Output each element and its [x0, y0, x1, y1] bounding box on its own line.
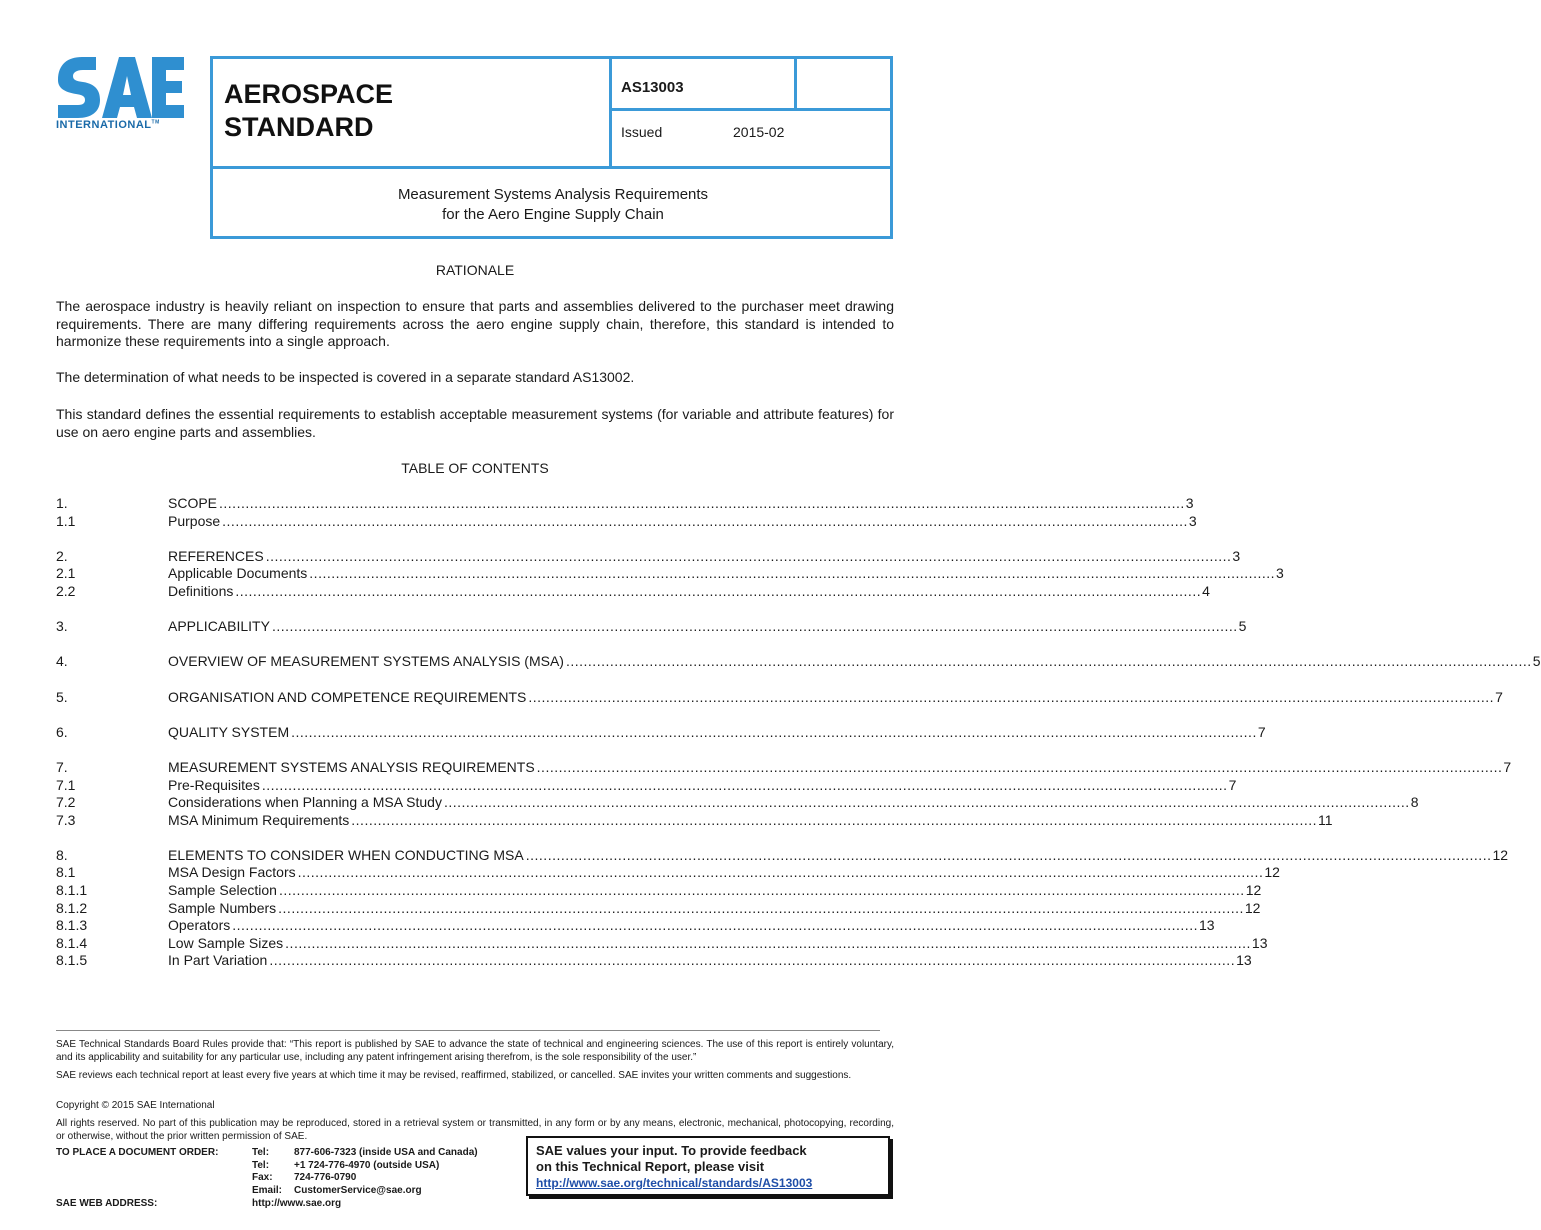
document-type-title: AEROSPACE STANDARD	[224, 79, 394, 142]
toc-entry[interactable]	[56, 495, 1194, 513]
toc-section-title: OVERVIEW OF MEASUREMENT SYSTEMS ANALYSIS (MSA)	[168, 653, 564, 670]
toc-entry[interactable]	[56, 618, 1247, 636]
document-title: Measurement Systems Analysis Requirements for the Aero Engine Supply Chain	[397, 186, 709, 223]
toc-section-title: In Part Variation	[168, 952, 268, 969]
toc-entry[interactable]	[56, 917, 1215, 935]
toc-spacer	[56, 530, 894, 548]
toc-page-number: 7	[1503, 758, 1512, 775]
toc-leader-dots: ............................................................................................................................................................................................................................	[265, 547, 1232, 564]
toc-section-number: 8.1.3	[56, 917, 88, 934]
board-rules-text: SAE Technical Standards Board Rules provide that: “This report is published by SAE to advance the state of technical and engineering sciences. The use of this report is entirely voluntary, and its applicability and suitability for any particular use, including any patent infringement arising therefrom, is the sole responsibility of the user.”	[56, 1039, 894, 1063]
toc-page-number: 3	[1188, 512, 1197, 529]
toc-leader-dots: ............................................................................................................................................................................................................................	[291, 723, 1257, 740]
contact-row	[252, 1147, 478, 1160]
toc-spacer	[56, 636, 894, 654]
toc-entry[interactable]	[56, 811, 1333, 830]
toc-entry[interactable]	[56, 846, 1509, 865]
toc-page-number: 7	[1495, 688, 1503, 705]
toc-section-number: 7.2	[56, 794, 76, 811]
toc-page-number: 8	[1410, 794, 1419, 811]
toc-page-number: 3	[1185, 495, 1194, 511]
toc-leader-dots: ............................................................................................................................................................................................................................	[297, 864, 1264, 881]
toc-page-number: 12	[1245, 882, 1262, 899]
contact-row	[252, 1160, 478, 1173]
rationale-heading: RATIONALE	[435, 262, 515, 278]
toc-page-number: 12	[1244, 899, 1261, 916]
toc-section-number: 1.1	[56, 512, 76, 529]
toc-section-title: MEASUREMENT SYSTEMS ANALYSIS REQUIREMENTS	[168, 758, 535, 775]
toc-leader-dots: ............................................................................................................................................................................................................................	[443, 794, 1410, 811]
rationale-paragraph-3: This standard defines the essential requirements to establish acceptable measurement systems (for variable and attribute features) for use on aero engine parts and assemblies.	[56, 406, 894, 440]
toc-section-title: Low Sample Sizes	[168, 934, 284, 951]
toc-section-number: 8.1.5	[56, 952, 88, 969]
toc-section-number: 2.	[56, 547, 68, 564]
toc-leader-dots: ............................................................................................................................................................................................................................	[565, 653, 1532, 670]
toc-section-number: 1.	[56, 495, 68, 511]
contact-label: Tel:	[252, 1159, 270, 1171]
toc-page-number: 7	[1257, 723, 1266, 740]
toc-entry[interactable]	[56, 934, 1268, 953]
toc-section-number: 4.	[56, 653, 68, 670]
order-label: TO PLACE A DOCUMENT ORDER:	[56, 1147, 219, 1158]
toc-section-number: 3.	[56, 618, 68, 635]
toc-page-number: 13	[1236, 952, 1252, 969]
toc-spacer	[56, 601, 894, 619]
toc-entry[interactable]	[56, 582, 1210, 601]
toc-section-number: 6.	[56, 723, 68, 740]
toc-page-number: 3	[1276, 565, 1284, 582]
feedback-line-2: on this Technical Report, please visit	[536, 1159, 765, 1174]
contact-value[interactable]: CustomerService@sae.org	[294, 1184, 422, 1196]
toc-leader-dots: ............................................................................................................................................................................................................................	[536, 758, 1503, 775]
contact-row	[252, 1185, 478, 1198]
toc-leader-dots: ............................................................................................................................................................................................................................	[232, 917, 1198, 934]
toc-section-title: Applicable Documents	[168, 565, 308, 582]
toc-page-number: 12	[1264, 864, 1280, 881]
contact-value: 724-776-0790	[294, 1172, 357, 1183]
review-text: SAE reviews each technical report at least every five years at which time it may be revised, reaffirmed, stabilized, or cancelled. SAE invites your written comments and suggestions.	[56, 1070, 852, 1081]
toc-page-number: 13	[1251, 934, 1268, 951]
toc-section-number: 8.	[56, 846, 68, 863]
contact-label: Fax:	[252, 1172, 273, 1183]
toc-page-number: 7	[1228, 776, 1237, 793]
toc-section-title: MSA Design Factors	[168, 864, 296, 881]
contact-label: Tel:	[252, 1147, 270, 1158]
header-divider-vertical-small	[794, 56, 797, 110]
toc-spacer	[56, 829, 894, 847]
toc-section-number: 2.2	[56, 582, 76, 599]
toc-section-title: Sample Numbers	[168, 899, 277, 916]
toc-entry[interactable]	[56, 794, 1419, 812]
toc-leader-dots: ............................................................................................................................................................................................................................	[351, 811, 1318, 828]
feedback-link[interactable]: http://www.sae.org/technical/standards/AS13003	[536, 1176, 813, 1190]
toc-entry[interactable]	[56, 952, 1252, 970]
toc-entry[interactable]	[56, 723, 1266, 742]
logo-subtext: INTERNATIONAL™	[56, 119, 160, 131]
toc-section-title: QUALITY SYSTEM	[168, 723, 290, 740]
toc-spacer	[56, 741, 894, 759]
toc-entry[interactable]	[56, 688, 1503, 707]
rationale-paragraph-1: The aerospace industry is heavily reliant on inspection to ensure that parts and assemblies delivered to the purchaser meet drawing requirements. There are many differing requirements across the aero engine supply chain, therefore, this standard is intended to harmonize these requirements into a single approach.	[56, 298, 894, 349]
toc-page-number: 3	[1232, 547, 1241, 564]
toc-section-title: Definitions	[168, 582, 234, 599]
toc-spacer	[56, 671, 894, 689]
toc-heading: TABLE OF CONTENTS	[401, 460, 549, 476]
toc-section-title: MSA Minimum Requirements	[168, 811, 350, 828]
toc-section-number: 8.1.4	[56, 934, 88, 951]
header-divider-main	[210, 166, 893, 169]
toc-leader-dots: ............................................................................................................................................................................................................................	[528, 688, 1495, 705]
toc-section-title: REFERENCES	[168, 547, 264, 564]
toc-leader-dots: ............................................................................................................................................................................................................................	[222, 512, 1188, 529]
toc-leader-dots: ............................................................................................................................................................................................................................	[261, 776, 1228, 793]
toc-page-number: 11	[1318, 811, 1333, 828]
footer-rule	[56, 1030, 880, 1031]
toc-leader-dots: ............................................................................................................................................................................................................................	[309, 565, 1276, 582]
toc-section-title: ORGANISATION AND COMPETENCE REQUIREMENTS	[168, 688, 527, 705]
toc-section-number: 7.3	[56, 811, 76, 828]
toc-entry[interactable]	[56, 758, 1512, 777]
toc-page-number: 5	[1532, 653, 1541, 670]
toc-page-number: 4	[1202, 582, 1210, 599]
toc-leader-dots: ............................................................................................................................................................................................................................	[278, 899, 1244, 916]
web-address-label: SAE WEB ADDRESS:	[56, 1198, 158, 1209]
table-of-contents	[56, 495, 1541, 970]
web-address-link[interactable]: http://www.sae.org	[252, 1198, 342, 1209]
toc-entry[interactable]	[56, 653, 1541, 671]
toc-leader-dots: ............................................................................................................................................................................................................................	[235, 582, 1202, 599]
toc-leader-dots: ............................................................................................................................................................................................................................	[285, 934, 1251, 951]
toc-section-title: Sample Selection	[168, 882, 277, 899]
toc-section-title: SCOPE	[168, 495, 218, 511]
copyright: Copyright © 2015 SAE International	[56, 1100, 215, 1111]
toc-section-number: 8.1.1	[56, 882, 88, 899]
feedback-line-1: SAE values your input. To provide feedback	[536, 1143, 807, 1158]
toc-leader-dots: ............................................................................................................................................................................................................................	[219, 495, 1185, 511]
toc-section-number: 8.1	[56, 864, 76, 881]
toc-entry[interactable]	[56, 547, 1241, 566]
toc-section-title: Purpose	[168, 512, 221, 529]
toc-page-number: 5	[1238, 618, 1247, 635]
toc-section-title: APPLICABILITY	[168, 618, 270, 635]
toc-entry[interactable]	[56, 776, 1237, 795]
order-contacts	[252, 1147, 478, 1197]
toc-section-title: ELEMENTS TO CONSIDER WHEN CONDUCTING MSA	[168, 846, 524, 863]
toc-leader-dots: ............................................................................................................................................................................................................................	[269, 952, 1236, 969]
toc-section-number: 7.1	[56, 776, 76, 793]
document-number: AS13003	[621, 79, 684, 96]
toc-section-number: 8.1.2	[56, 899, 88, 916]
toc-section-number: 7.	[56, 758, 68, 775]
issued-label: Issued	[621, 124, 663, 140]
toc-leader-dots: ............................................................................................................................................................................................................................	[278, 882, 1245, 899]
toc-entry[interactable]	[56, 899, 1261, 918]
rights-text: All rights reserved. No part of this publication may be reproduced, stored in a retrieval system or transmitted, in any form or by any means, electronic, mechanical, photocopying, recording, or otherwise, without the prior written permission of SAE.	[56, 1118, 894, 1142]
toc-entry[interactable]	[56, 882, 1262, 900]
toc-section-title: Considerations when Planning a MSA Study	[168, 794, 442, 811]
toc-leader-dots: ............................................................................................................................................................................................................................	[525, 846, 1492, 863]
contact-value: 877-606-7323 (inside USA and Canada)	[294, 1147, 478, 1158]
toc-entry[interactable]	[56, 864, 1280, 882]
issued-date: 2015-02	[733, 124, 785, 140]
contact-row	[252, 1172, 478, 1185]
rationale-paragraph-2: The determination of what needs to be inspected is covered in a separate standard AS13002.	[56, 369, 635, 385]
toc-leader-dots: ............................................................................................................................................................................................................................	[271, 618, 1238, 635]
contact-value: +1 724-776-4970 (outside USA)	[294, 1159, 440, 1171]
header-divider-vertical	[609, 56, 612, 168]
toc-page-number: 12	[1492, 846, 1509, 863]
toc-section-number: 5.	[56, 688, 68, 705]
toc-section-title: Pre-Requisites	[168, 776, 260, 793]
feedback-box	[526, 1136, 890, 1196]
toc-section-title: Operators	[168, 917, 231, 934]
contact-label: Email:	[252, 1184, 283, 1196]
header-divider-horizontal	[609, 108, 893, 111]
toc-section-number: 2.1	[56, 565, 76, 582]
toc-spacer	[56, 706, 894, 724]
toc-entry[interactable]	[56, 565, 1284, 583]
toc-page-number: 13	[1198, 917, 1215, 934]
toc-entry[interactable]	[56, 512, 1197, 531]
